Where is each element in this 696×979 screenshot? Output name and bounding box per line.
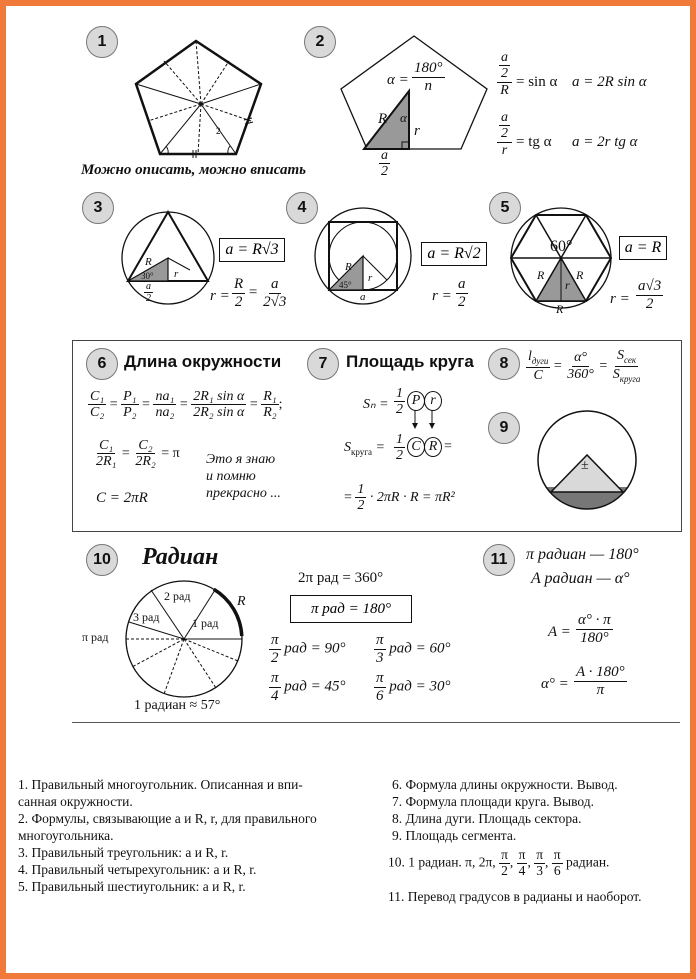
formula-box-5: a = R — [619, 236, 667, 260]
arc-formula: $\frac{l_{дуги}}{C}$ = $\frac{\alpha^\circ}{360^\circ}$ = $\frac{S_{сек}}{S_{круга}}$ — [528, 348, 641, 384]
section10-title: Радиан — [142, 544, 219, 570]
list-item: многоугольника. — [18, 828, 114, 843]
triangle-figure — [118, 206, 218, 306]
rad-2-label: 2 рад — [164, 589, 191, 603]
rad-3-label: 3 рад — [133, 610, 160, 624]
list-item: 9. Площадь сегмента. — [392, 828, 517, 843]
badge-8: 8 — [488, 348, 520, 380]
A-num: α° · π — [578, 612, 611, 628]
alpha-den: n — [424, 77, 432, 94]
f1-res: a = 2R sin α — [572, 74, 647, 90]
circle-length-pi: $\frac{\text{C₁}}{\text{2R₁}}$ = $\frac{\text{C₂}}{\text{2R₂}}$ = π — [96, 438, 180, 470]
f1-2: 2 — [501, 66, 508, 82]
hexagon-figure — [509, 206, 613, 310]
badge-7: 7 — [307, 348, 339, 380]
one-radian: 1 радиан ≈ 57° — [134, 698, 221, 713]
f2-res: a = 2r tg α — [572, 134, 638, 150]
circle-length-ratio: $\frac{\text{C₁}}{\text{C₂}}$ = $\frac{\text{P₁}}{\text{P₂}}$ = $\frac{\text{na₁}}{\text{na₂}}$ = $\frac{\text{2R₁ sin α}}{\text{2R₂ sin α}}$ = $\frac{\text{R₁}}{\text{R₂}}$ ; — [90, 389, 283, 421]
rad-eq-2: π рад = 180° — [290, 595, 412, 623]
circle-length-formula: C = 2πR — [96, 490, 148, 506]
lab-r-2: r — [414, 123, 420, 139]
f2-rhs: = tg α — [516, 134, 552, 150]
circled-P: P — [407, 391, 425, 411]
circled-r: r — [424, 391, 442, 411]
note-1: Это я знаю — [206, 452, 276, 467]
al-den: π — [596, 681, 605, 698]
f2-2: 2 — [501, 126, 508, 142]
conv-line-1: π радиан — 180° — [526, 546, 639, 563]
badge-9: 9 — [488, 412, 520, 444]
rad-1-label: 1 рад — [192, 616, 219, 630]
frac-2-4: 2 — [458, 293, 466, 310]
al-num: A · 180° — [576, 664, 625, 680]
A-den: 180° — [580, 629, 609, 646]
area-formula: = $\frac{1}{2}$ · 2πR · R = πR² — [344, 482, 455, 514]
list-item: 7. Формула площади круга. Вывод. — [392, 794, 594, 809]
f2-a: a — [501, 110, 508, 125]
lab-R-4: R — [345, 261, 352, 273]
formula-box-4: a = R√2 — [421, 242, 487, 266]
conv-line-2: A радиан — α° — [531, 570, 630, 587]
lab-R5-3: R — [556, 302, 564, 316]
frac-den-5: 2 — [645, 295, 654, 312]
page: 1 2 3 4 5 6 7 8 9 10 11 2 Можно описать, можно вписать α = $\frac{180^\circ}{n}$ R α r $\frac{a}{2}$ $\frac{\frac{a}{2}}{R}$ = sin α a = 2R sin α $\frac{\frac{a}{2}}{r}$ = tg α a = 2r tg α R r 30° $\frac{a}{2}$ a = R√3 r = $\frac{R}{2}$ = $\frac{a}{2√3}$ R r 45° a a = R√2 r = $\frac{a}{2}$ 60° R R r R a = R r = $\frac{a√3}{2}$ Длина окружности $\frac{\text{C₁}}{\text{C₂}}$ = $\frac{\text{P₁}}{\text{P₂}}$ = $\frac{\text{na₁}}{\text{na₂}}$ = $\frac{\text{2R₁ sin α}}{\text{2R₂ sin α}}$ = $\frac{\text{R₁}}{\text{R₂}}$ ; $\frac{\text{C₁}}{\text{2R₁}}$ = $\frac{\text{C₂}}{\text{2R₂}}$ = π C = 2πR Это я знаю и помню прекрасно ... Площадь круга Sₙ = $\frac{1}{2}$ P r $S_{круга}$ = $\frac{1}{2}$ C R = = $\frac{1}{2}$ · 2πR · R = πR² $\frac{l_{дуги}}{C}$ = $\frac{\alpha^\circ}{360^\circ}$ = $\frac{S_{сек}}{S_{круга}}$ ± Радиан 2 рад 3 рад 1 рад R π рад 1 радиан ≈ 57° 2π рад = 360° π рад = 180° $\frac{\pi}{2}$ рад = 90° $\frac{\pi}{3}$ рад = 60° $\frac{\pi}{4}$ рад = 45° $\frac{\pi}{6}$ рад = 30° π радиан — 180° A радиан — α° A = $\frac{\alpha^\circ \cdot \pi}{180^\circ}$ α° = $\frac{A \cdot 180^\circ}{\pi}$ 1. Правильный многоугольник. Описанная и впи- санная окружности. 2. Формулы, связывающие a и R, r, для правильного многоугольника. 3. Правильный треугольник: a и R, r. 4. Правильный четырехугольник: a и R, r. 5. Правильный шестиугольник: a и R, r. 6. Формула длины окружности. Вывод. 7. Формула площади круга. Вывод. 8. Длина дуги. Площадь сектора. 9. Площадь сегмента. 10. 1 радиан. π, 2π, $\frac{\pi}{2}$ , $\frac{\pi}{4}$ , $\frac{\pi}{3}$ , $\frac{\pi}{6}$ радиан. 11. Перевод градусов в радианы и наоборот. — [6, 6, 690, 973]
f2-r: r — [501, 142, 508, 158]
badge-4: 4 — [286, 192, 318, 224]
note-3: прекрасно ... — [206, 486, 281, 501]
lab-60: 60° — [550, 238, 573, 255]
badge-6: 6 — [86, 348, 118, 380]
frac-R-3: R — [234, 276, 244, 292]
sk-label: $S_{круга}$ = — [344, 440, 385, 457]
list-item: 5. Правильный шестиугольник: a и R, r. — [18, 879, 246, 894]
lab-a-4: a — [360, 291, 366, 303]
lab-r-4: r — [368, 272, 373, 284]
list-item-10: 10. 1 радиан. π, 2π, $\frac{\pi}{2}$ , $\frac{\pi}{4}$ , $\frac{\pi}{3}$ , $\frac{\pi}{6}$ радиан. — [388, 847, 610, 878]
A-eq: A = — [548, 624, 571, 640]
circled-R: R — [424, 437, 442, 457]
arrows — [406, 410, 446, 430]
topic-list-left — [18, 776, 317, 895]
eq-end-7: = — [444, 439, 452, 454]
badge-2: 2 — [304, 26, 336, 58]
lab-30: 30° — [141, 271, 154, 281]
r-eq-5: r = — [610, 291, 630, 307]
section6-title: Длина окружности — [124, 352, 282, 371]
lab-a-3: a — [146, 281, 151, 292]
alpha-eq: α = — [387, 72, 409, 88]
frac-num-5: a√3 — [638, 278, 662, 294]
r-eq-4: r = — [432, 288, 452, 304]
badge-11: 11 — [483, 544, 515, 576]
rad-45: $\frac{\pi}{4}$ рад = 45° — [271, 670, 346, 704]
lab-R-2: R — [378, 111, 388, 127]
topic-list-right — [392, 776, 618, 844]
rad-90: $\frac{\pi}{2}$ рад = 90° — [271, 632, 346, 666]
lab-45: 45° — [339, 280, 352, 290]
sn-label: Sₙ = — [363, 397, 389, 412]
lab-R5-1: R — [537, 268, 545, 282]
f1-R: R — [500, 82, 509, 98]
frac-a-4: a — [458, 276, 466, 292]
formula-box-3: a = R√3 — [219, 238, 285, 262]
rad-30: $\frac{\pi}{6}$ рад = 30° — [376, 670, 451, 704]
half-den: 2 — [381, 164, 388, 180]
lab-R-3: R — [145, 256, 152, 268]
list-item: 8. Длина дуги. Площадь сектора. — [392, 811, 582, 826]
f1-a: a — [501, 50, 508, 65]
rad-eq-1: 2π рад = 360° — [298, 570, 384, 586]
list-item-11: 11. Перевод градусов в радианы и наоборот. — [388, 889, 642, 904]
frac-a-3: a — [271, 276, 279, 292]
badge-1: 1 — [86, 26, 118, 58]
pm-sign: ± — [581, 458, 589, 473]
alpha-num: 180° — [414, 60, 443, 76]
rad-R-label: R — [237, 594, 246, 609]
badge-3: 3 — [82, 192, 114, 224]
pi-rad-label: π рад — [82, 630, 109, 644]
lab-r-3: r — [174, 268, 179, 280]
list-item: санная окружности. — [18, 794, 133, 809]
half-num: a — [381, 148, 388, 163]
eq-3: = — [248, 284, 258, 301]
section1-caption: Можно описать, можно вписать — [81, 162, 307, 178]
lab-2-3: 2 — [146, 293, 151, 304]
note-2: и помню — [206, 469, 256, 484]
frac-den-3: 2√3 — [263, 293, 287, 310]
badge-10: 10 — [86, 544, 118, 576]
list-item: 4. Правильный четырехугольник: a и R, r. — [18, 862, 257, 877]
f1-rhs: = sin α — [516, 74, 558, 90]
lab-r-5: r — [565, 278, 570, 292]
list-item: 6. Формула длины окружности. Вывод. — [392, 777, 618, 792]
divider — [72, 722, 680, 723]
lab-R5-2: R — [576, 268, 584, 282]
pentagon-figure — [136, 36, 276, 156]
r-eq-3: r = — [210, 288, 230, 304]
list-item: 2. Формулы, связывающие a и R, r, для правильного — [18, 811, 317, 826]
circled-C: C — [407, 437, 425, 457]
frac-2-3: 2 — [234, 293, 243, 310]
list-item: 1. Правильный многоугольник. Описанная и впи- — [18, 777, 303, 792]
list-item: 3. Правильный треугольник: a и R, r. — [18, 845, 229, 860]
badge-5: 5 — [489, 192, 521, 224]
pentagon-mark: 2 — [216, 126, 221, 136]
rad-60: $\frac{\pi}{3}$ рад = 60° — [376, 632, 451, 666]
alpha-conv-eq: α° = — [541, 676, 569, 692]
lab-alpha-2: α — [400, 110, 407, 125]
section7-title: Площадь круга — [346, 352, 474, 371]
